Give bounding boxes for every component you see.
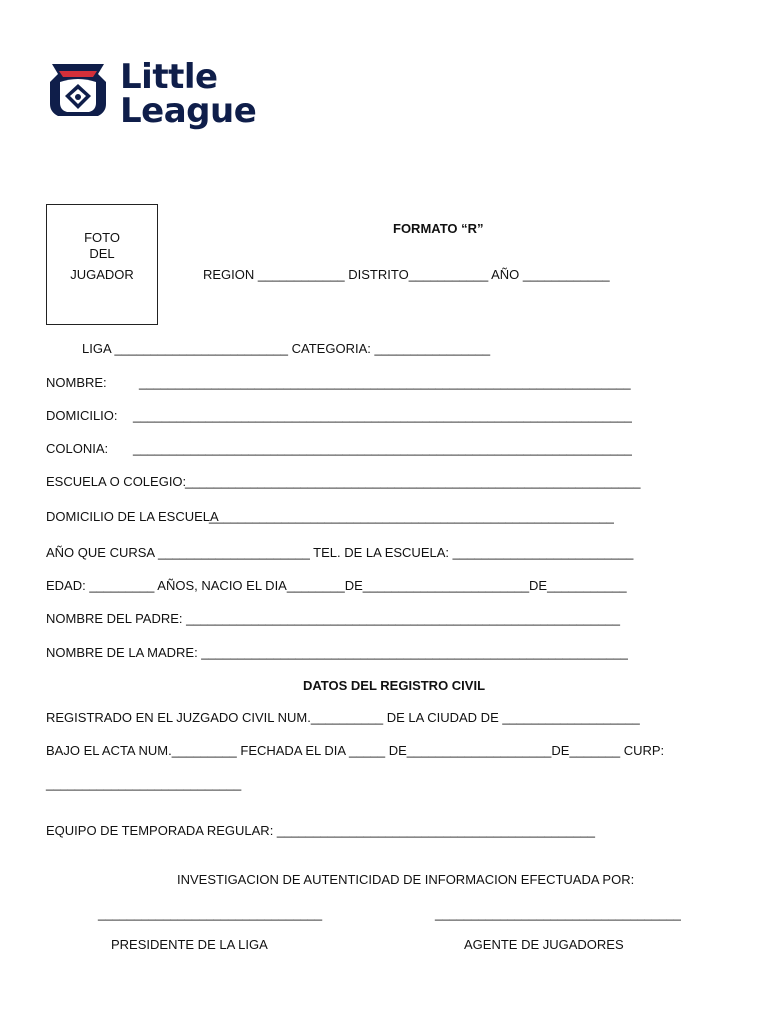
nombre-blank: ____________________________________________________________________: [139, 375, 631, 390]
signature-right-label: AGENTE DE JUGADORES: [464, 937, 624, 952]
form-title: FORMATO “R”: [393, 221, 484, 236]
padre-line: NOMBRE DEL PADRE: ____________________________________________________________: [46, 611, 620, 626]
photo-label-line3: JUGADOR: [70, 267, 134, 282]
anio-cursa-line: AÑO QUE CURSA _____________________ TEL. DE LA ESCUELA: _________________________: [46, 545, 634, 560]
photo-label-line1: FOTO: [84, 230, 120, 245]
signature-left-label: PRESIDENTE DE LA LIGA: [111, 937, 268, 952]
logo-text-little: Little: [120, 57, 218, 97]
signature-left-blank: _______________________________: [98, 906, 323, 921]
colonia-label: COLONIA:: [46, 441, 109, 456]
signature-right-blank: __________________________________: [435, 906, 681, 921]
domicilio-escuela-label: DOMICILIO DE LA ESCUELA: [46, 509, 219, 524]
colonia-blank: _____________________________________________________________________: [133, 441, 632, 456]
photo-label-line2: DEL: [89, 246, 115, 261]
keystone-baseball-icon: [46, 60, 110, 124]
edad-line: EDAD: _________ AÑOS, NACIO EL DIA________DE_______________________DE___________: [46, 578, 627, 593]
liga-categoria-line: LIGA ________________________ CATEGORIA: ________________: [82, 341, 491, 356]
acta-line: BAJO EL ACTA NUM._________ FECHADA EL DIA _____ DE____________________DE_______ CURP:: [46, 743, 665, 758]
escuela-label: ESCUELA O COLEGIO:: [46, 474, 187, 489]
nombre-label: NOMBRE:: [46, 375, 107, 390]
equipo-temporada-line: EQUIPO DE TEMPORADA REGULAR: ____________________________________________: [46, 823, 596, 838]
domicilio-blank: _____________________________________________________________________: [133, 408, 632, 423]
logo-text-league: League: [120, 91, 257, 131]
curp-blank: ___________________________: [46, 776, 242, 791]
madre-line: NOMBRE DE LA MADRE: ___________________________________________________________: [46, 645, 628, 660]
registro-civil-title: DATOS DEL REGISTRO CIVIL: [303, 678, 486, 693]
registrado-line: REGISTRADO EN EL JUZGADO CIVIL NUM.__________ DE LA CIUDAD DE ___________________: [46, 710, 640, 725]
domicilio-escuela-blank: ________________________________________________________: [209, 509, 614, 524]
investigacion-line: INVESTIGACION DE AUTENTICIDAD DE INFORMACION EFECTUADA POR:: [177, 872, 635, 887]
little-league-logo: [46, 58, 286, 132]
region-district-year-line: REGION ____________ DISTRITO___________ AÑO ____________: [203, 267, 610, 282]
player-photo-box: [46, 204, 158, 325]
domicilio-label: DOMICILIO:: [46, 408, 118, 423]
escuela-blank: _______________________________________________________________: [185, 474, 641, 489]
